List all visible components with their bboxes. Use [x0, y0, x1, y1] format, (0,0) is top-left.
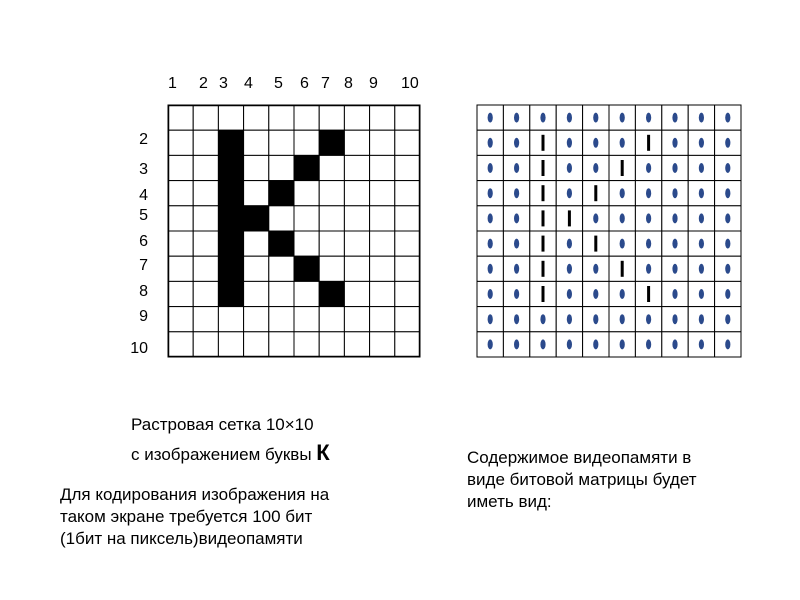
bit-one-mark [621, 160, 624, 176]
bit-zero-mark [567, 289, 572, 299]
raster-pixel-filled [218, 130, 243, 155]
bit-zero-mark [672, 314, 677, 324]
raster-pixel-empty [294, 206, 319, 231]
raster-pixel-empty [294, 281, 319, 306]
bit-zero-mark [672, 113, 677, 123]
raster-pixel-filled [218, 181, 243, 206]
column-label: 9 [369, 75, 378, 92]
raster-pixel-empty [370, 181, 395, 206]
raster-pixel-empty [319, 155, 344, 180]
bit-one-mark [542, 135, 545, 151]
bit-zero-mark [593, 213, 598, 223]
bit-zero-mark [646, 339, 651, 349]
bit-zero-mark [620, 239, 625, 249]
bit-zero-mark [593, 264, 598, 274]
bit-zero-mark [488, 239, 493, 249]
bit-zero-mark [593, 339, 598, 349]
column-label: 3 [219, 75, 228, 92]
bit-zero-mark [620, 314, 625, 324]
raster-pixel-empty [344, 231, 369, 256]
raster-pixel-filled [218, 206, 243, 231]
raster-pixel-empty [244, 256, 269, 281]
bit-zero-mark [699, 138, 704, 148]
bit-zero-mark [488, 188, 493, 198]
bit-one-mark [594, 185, 597, 201]
bit-one-mark [647, 135, 650, 151]
raster-pixel-empty [395, 155, 420, 180]
bit-zero-mark [620, 113, 625, 123]
raster-pixel-empty [244, 281, 269, 306]
raster-pixel-empty [168, 130, 193, 155]
raster-pixel-filled [218, 281, 243, 306]
raster-pixel-empty [193, 206, 218, 231]
raster-pixel-empty [370, 256, 395, 281]
raster-pixel-empty [193, 332, 218, 357]
bit-zero-mark [699, 239, 704, 249]
raster-pixel-empty [294, 181, 319, 206]
raster-pixel-empty [193, 281, 218, 306]
raster-pixel-empty [218, 332, 243, 357]
raster-pixel-empty [244, 130, 269, 155]
raster-pixel-filled [269, 231, 294, 256]
bit-zero-mark [488, 113, 493, 123]
raster-pixel-filled [269, 181, 294, 206]
bit-zero-mark [514, 289, 519, 299]
raster-pixel-empty [244, 181, 269, 206]
bit-zero-mark [514, 113, 519, 123]
bit-zero-mark [567, 239, 572, 249]
bit-zero-mark [672, 163, 677, 173]
bit-zero-mark [672, 188, 677, 198]
bit-zero-mark [725, 188, 730, 198]
column-label: 7 [321, 75, 330, 92]
raster-pixel-filled [218, 256, 243, 281]
raster-pixel-empty [269, 332, 294, 357]
bit-zero-mark [646, 264, 651, 274]
row-label: 6 [139, 233, 148, 250]
raster-pixel-empty [294, 307, 319, 332]
raster-pixel-empty [319, 332, 344, 357]
raster-pixel-empty [370, 155, 395, 180]
bit-zero-mark [514, 163, 519, 173]
raster-pixel-empty [344, 181, 369, 206]
bit-zero-mark [725, 339, 730, 349]
raster-pixel-empty [218, 105, 243, 130]
raster-pixel-empty [370, 332, 395, 357]
bit-zero-mark [699, 113, 704, 123]
bit-zero-mark [567, 163, 572, 173]
bit-zero-mark [514, 239, 519, 249]
bit-zero-mark [725, 138, 730, 148]
raster-pixel-empty [168, 231, 193, 256]
bit-one-mark [542, 286, 545, 302]
bit-zero-mark [672, 213, 677, 223]
raster-pixel-empty [168, 155, 193, 180]
bit-zero-mark [646, 314, 651, 324]
bit-zero-mark [725, 163, 730, 173]
bit-zero-mark [646, 163, 651, 173]
raster-pixel-empty [395, 181, 420, 206]
raster-pixel-empty [168, 256, 193, 281]
grid-caption-prefix: с изображением буквы [131, 445, 317, 464]
bit-zero-mark [567, 138, 572, 148]
raster-grid [168, 105, 420, 357]
raster-pixel-empty [370, 281, 395, 306]
raster-pixel-filled [218, 231, 243, 256]
raster-pixel-empty [193, 307, 218, 332]
raster-pixel-empty [269, 256, 294, 281]
raster-pixel-empty [244, 105, 269, 130]
raster-pixel-empty [193, 155, 218, 180]
raster-pixel-empty [344, 332, 369, 357]
row-label: 10 [130, 340, 148, 357]
column-label: 5 [274, 75, 283, 92]
raster-pixel-empty [193, 105, 218, 130]
bit-zero-mark [593, 163, 598, 173]
raster-pixel-filled [319, 281, 344, 306]
bit-zero-mark [672, 239, 677, 249]
raster-pixel-empty [168, 181, 193, 206]
raster-pixel-empty [269, 105, 294, 130]
bit-one-mark [542, 236, 545, 252]
bit-zero-mark [699, 289, 704, 299]
raster-pixel-empty [344, 281, 369, 306]
raster-pixel-empty [319, 256, 344, 281]
bit-zero-mark [514, 213, 519, 223]
raster-pixel-empty [395, 281, 420, 306]
encoding-caption-line: таком экране требуется 100 бит [60, 507, 313, 526]
bit-zero-mark [593, 113, 598, 123]
column-label: 2 [199, 75, 208, 92]
row-label: 8 [139, 283, 148, 300]
column-label: 4 [244, 75, 253, 92]
raster-pixel-empty [193, 256, 218, 281]
encoding-caption-line: (1бит на пиксель)видеопамяти [60, 529, 303, 548]
bit-zero-mark [725, 264, 730, 274]
videomemory-caption-line: виде битовой матрицы будет [467, 470, 697, 489]
bit-zero-mark [699, 264, 704, 274]
grid-caption-line2 [131, 442, 330, 466]
bit-zero-mark [514, 339, 519, 349]
raster-pixel-filled [244, 206, 269, 231]
bit-zero-mark [488, 264, 493, 274]
raster-pixel-filled [294, 155, 319, 180]
bit-zero-mark [488, 339, 493, 349]
raster-pixel-empty [244, 231, 269, 256]
raster-pixel-empty [319, 105, 344, 130]
bit-zero-mark [567, 339, 572, 349]
bit-zero-mark [567, 188, 572, 198]
column-label: 1 [168, 75, 177, 92]
raster-pixel-empty [269, 206, 294, 231]
raster-pixel-empty [395, 231, 420, 256]
raster-pixel-empty [269, 281, 294, 306]
bit-zero-mark [725, 213, 730, 223]
bit-zero-mark [593, 314, 598, 324]
bit-zero-mark [725, 289, 730, 299]
raster-pixel-empty [344, 206, 369, 231]
raster-pixel-filled [294, 256, 319, 281]
videomemory-caption-line: Содержимое видеопамяти в [467, 448, 692, 467]
raster-pixel-empty [269, 307, 294, 332]
raster-pixel-empty [269, 155, 294, 180]
raster-pixel-empty [344, 105, 369, 130]
raster-pixel-filled [218, 155, 243, 180]
bit-zero-mark [699, 213, 704, 223]
raster-pixel-empty [193, 181, 218, 206]
bit-zero-mark [672, 289, 677, 299]
bit-zero-mark [567, 113, 572, 123]
row-label: 9 [139, 308, 148, 325]
bit-zero-mark [699, 339, 704, 349]
raster-pixel-empty [370, 105, 395, 130]
bit-zero-mark [488, 163, 493, 173]
row-label: 5 [139, 207, 148, 224]
raster-pixel-empty [395, 307, 420, 332]
row-label: 3 [139, 161, 148, 178]
bit-zero-mark [646, 239, 651, 249]
bit-zero-mark [725, 314, 730, 324]
bit-zero-mark [725, 239, 730, 249]
bit-one-mark [542, 160, 545, 176]
bit-zero-mark [567, 314, 572, 324]
bit-zero-mark [488, 289, 493, 299]
bit-zero-mark [620, 213, 625, 223]
raster-pixel-empty [319, 181, 344, 206]
bit-zero-mark [699, 188, 704, 198]
bit-zero-mark [620, 339, 625, 349]
raster-pixel-empty [168, 105, 193, 130]
raster-pixel-empty [244, 155, 269, 180]
bit-matrix [477, 105, 741, 357]
bit-zero-mark [593, 289, 598, 299]
raster-pixel-empty [193, 231, 218, 256]
raster-pixel-empty [319, 231, 344, 256]
raster-pixel-empty [319, 206, 344, 231]
bit-one-mark [542, 261, 545, 277]
bit-zero-mark [514, 138, 519, 148]
raster-pixel-empty [193, 130, 218, 155]
raster-pixel-empty [395, 130, 420, 155]
raster-pixel-empty [395, 206, 420, 231]
bit-zero-mark [646, 113, 651, 123]
bit-zero-mark [540, 113, 545, 123]
raster-pixel-empty [370, 231, 395, 256]
bit-zero-mark [672, 339, 677, 349]
bit-zero-mark [672, 264, 677, 274]
videomemory-caption [467, 447, 697, 513]
raster-pixel-empty [395, 256, 420, 281]
raster-pixel-empty [294, 231, 319, 256]
bit-zero-mark [672, 138, 677, 148]
bit-zero-mark [620, 289, 625, 299]
bit-zero-mark [725, 113, 730, 123]
bit-zero-mark [488, 138, 493, 148]
raster-pixel-empty [168, 332, 193, 357]
row-label: 7 [139, 257, 148, 274]
encoding-caption-line: Для кодирования изображения на [60, 485, 330, 504]
column-label: 8 [344, 75, 353, 92]
raster-pixel-empty [168, 206, 193, 231]
bit-zero-mark [646, 213, 651, 223]
raster-pixel-empty [269, 130, 294, 155]
raster-pixel-empty [344, 307, 369, 332]
raster-pixel-empty [294, 332, 319, 357]
bit-one-mark [647, 286, 650, 302]
bit-one-mark [542, 210, 545, 226]
raster-pixel-empty [168, 281, 193, 306]
bit-zero-mark [620, 188, 625, 198]
bit-zero-mark [699, 163, 704, 173]
bit-one-mark [594, 236, 597, 252]
bit-zero-mark [488, 213, 493, 223]
raster-pixel-empty [168, 307, 193, 332]
raster-pixel-empty [294, 105, 319, 130]
bit-zero-mark [514, 188, 519, 198]
raster-pixel-empty [294, 130, 319, 155]
column-label: 6 [300, 75, 309, 92]
bit-zero-mark [488, 314, 493, 324]
grid-caption-letter: К [316, 440, 330, 465]
raster-pixel-empty [370, 130, 395, 155]
bit-zero-mark [514, 314, 519, 324]
raster-pixel-empty [218, 307, 243, 332]
bit-zero-mark [593, 138, 598, 148]
bit-zero-mark [620, 138, 625, 148]
encoding-caption [60, 484, 329, 550]
raster-pixel-empty [344, 130, 369, 155]
bit-zero-mark [514, 264, 519, 274]
row-label: 4 [139, 187, 148, 204]
raster-pixel-empty [244, 332, 269, 357]
bit-one-mark [621, 261, 624, 277]
raster-pixel-filled [319, 130, 344, 155]
grid-caption-line1: Растровая сетка 10×10 [131, 415, 314, 434]
column-label: 10 [401, 75, 419, 92]
bit-zero-mark [567, 264, 572, 274]
raster-pixel-empty [370, 307, 395, 332]
videomemory-caption-line: иметь вид: [467, 492, 552, 511]
bit-zero-mark [646, 188, 651, 198]
bit-zero-mark [540, 339, 545, 349]
raster-pixel-empty [344, 155, 369, 180]
raster-pixel-empty [344, 256, 369, 281]
bit-zero-mark [540, 314, 545, 324]
bit-zero-mark [699, 314, 704, 324]
raster-pixel-empty [395, 332, 420, 357]
raster-pixel-empty [395, 105, 420, 130]
bit-one-mark [568, 210, 571, 226]
raster-pixel-empty [370, 206, 395, 231]
raster-pixel-empty [244, 307, 269, 332]
raster-pixel-empty [319, 307, 344, 332]
bit-one-mark [542, 185, 545, 201]
row-label: 2 [139, 131, 148, 148]
